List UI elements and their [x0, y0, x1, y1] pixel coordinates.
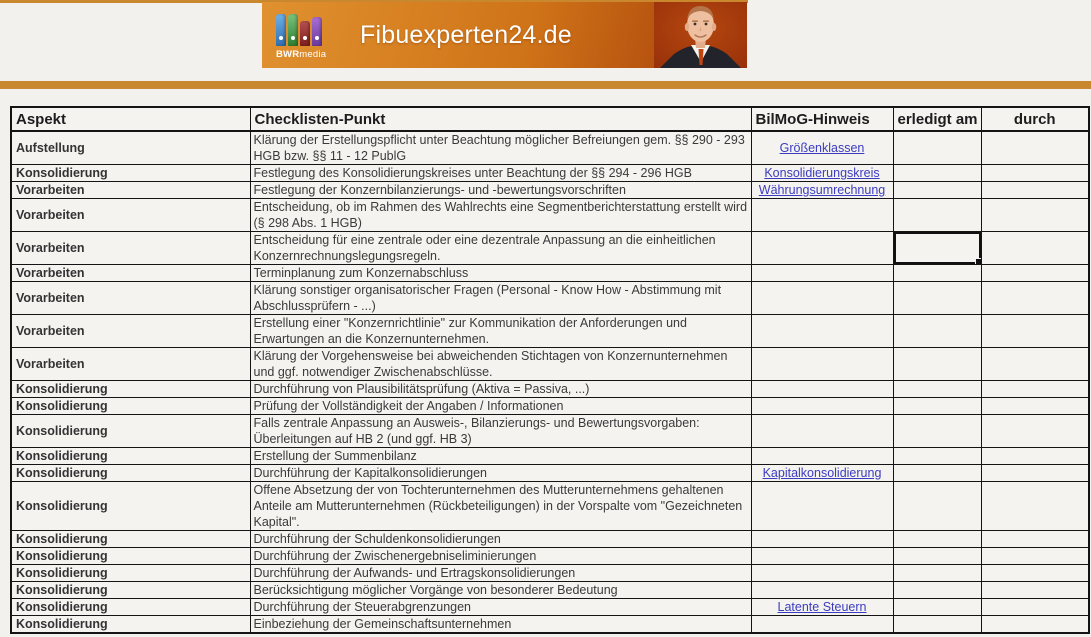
checklist-point-cell: Erstellung einer "Konzernrichtlinie" zur Kommunikation der Anforderungen und Erwartungen an die Konzernunternehmen.: [250, 315, 751, 348]
aspekt-cell: Konsolidierung: [11, 165, 250, 182]
bilmog-hint-cell: [751, 465, 893, 482]
erledigt-am-cell[interactable]: [893, 448, 981, 465]
checklist-point-cell: Durchführung der Zwischenergebniseliminierungen: [250, 548, 751, 565]
erledigt-am-cell[interactable]: [893, 465, 981, 482]
durch-cell[interactable]: [981, 381, 1089, 398]
checklist-point-cell: Klärung sonstiger organisatorischer Fragen (Personal - Know How - Abstimmung mit Abschlussprüfern - ...): [250, 282, 751, 315]
table-row: [11, 565, 1089, 582]
durch-cell[interactable]: [981, 548, 1089, 565]
table-row: [11, 282, 1089, 315]
checklist-point-cell: Prüfung der Vollständigkeit der Angaben / Informationen: [250, 398, 751, 415]
consultant-photo: [654, 2, 747, 68]
selected-cell-outline: [894, 232, 981, 264]
aspekt-cell: Vorarbeiten: [11, 232, 250, 265]
durch-cell[interactable]: [981, 599, 1089, 616]
bilmog-hint-cell: [751, 398, 893, 415]
header-row: [11, 107, 1089, 131]
checklist-point-cell: Durchführung der Schuldenkonsolidierungen: [250, 531, 751, 548]
site-banner: [262, 2, 747, 68]
table-row: [11, 348, 1089, 381]
checklist-table: [10, 106, 1090, 634]
bilmog-hint-cell: [751, 599, 893, 616]
checklist-point-cell: Durchführung von Plausibilitätsprüfung (Aktiva = Passiva, ...): [250, 381, 751, 398]
erledigt-am-cell[interactable]: [893, 131, 981, 165]
durch-cell[interactable]: [981, 165, 1089, 182]
durch-cell[interactable]: [981, 131, 1089, 165]
durch-cell[interactable]: [981, 232, 1089, 265]
durch-cell[interactable]: [981, 482, 1089, 531]
aspekt-cell: Vorarbeiten: [11, 315, 250, 348]
checklist-point-cell: Klärung der Vorgehensweise bei abweichenden Stichtagen von Konzernunternehmen und ggf. notwendiger Zwischenabschlüsse.: [250, 348, 751, 381]
bilmog-hint-cell: [751, 381, 893, 398]
bilmog-hint-cell: [751, 199, 893, 232]
col-header-erledigt-am: erledigt am: [893, 107, 981, 131]
bilmog-hint-cell: [751, 448, 893, 465]
table-row: [11, 199, 1089, 232]
erledigt-am-cell[interactable]: [893, 348, 981, 381]
bilmog-hint-cell: [751, 315, 893, 348]
table-row: [11, 465, 1089, 482]
table-row: [11, 548, 1089, 565]
checklist-point-cell: Durchführung der Kapitalkonsolidierungen: [250, 465, 751, 482]
erledigt-am-cell[interactable]: [893, 282, 981, 315]
table-row: [11, 315, 1089, 348]
bwr-media-logo: [276, 12, 356, 60]
durch-cell[interactable]: [981, 415, 1089, 448]
bilmog-hint-cell: [751, 548, 893, 565]
table-row: [11, 599, 1089, 616]
aspekt-cell: Vorarbeiten: [11, 182, 250, 199]
folder-purple-icon: [312, 17, 322, 46]
bilmog-hint-cell: [751, 482, 893, 531]
table-row: [11, 531, 1089, 548]
orange-divider-bar: [0, 81, 1091, 89]
erledigt-am-cell[interactable]: [893, 548, 981, 565]
checklist-body: [11, 131, 1089, 633]
aspekt-cell: Konsolidierung: [11, 381, 250, 398]
checklist-point-cell: Falls zentrale Anpassung an Ausweis-, Bilanzierungs- und Bewertungsvorgaben: Überleitungen auf HB 2 (und ggf. HB 3): [250, 415, 751, 448]
checklist-point-cell: Klärung der Erstellungspflicht unter Beachtung möglicher Befreiungen gem. §§ 290 - 293 HGB bzw. §§ 11 - 12 PublG: [250, 131, 751, 165]
folder-green-icon: [288, 14, 298, 46]
erledigt-am-cell[interactable]: [893, 482, 981, 531]
bilmog-hint-cell: [751, 232, 893, 265]
checklist-point-cell: Berücksichtigung möglicher Vorgänge von besonderer Bedeutung: [250, 582, 751, 599]
bwr-media-wordmark: BWRmedia: [276, 49, 327, 60]
bilmog-hint-cell: [751, 531, 893, 548]
table-row: [11, 265, 1089, 282]
table-row: [11, 131, 1089, 165]
durch-cell[interactable]: [981, 315, 1089, 348]
bilmog-hint-cell: [751, 282, 893, 315]
aspekt-cell: Konsolidierung: [11, 482, 250, 531]
logo-folders-icon: [276, 12, 356, 46]
aspekt-cell: Aufstellung: [11, 131, 250, 165]
checklist-point-cell: Offene Absetzung der von Tochterunternehmen des Mutterunternehmens gehaltenen Anteile am Mutterunternehmen (Rückbeteiligungen) in der Vorspalte vom "Gezeichneten Kapital".: [250, 482, 751, 531]
checklist-table-wrap: [10, 106, 1088, 634]
aspekt-cell: Konsolidierung: [11, 582, 250, 599]
durch-cell[interactable]: [981, 531, 1089, 548]
checklist-point-cell: Durchführung der Aufwands- und Ertragskonsolidierungen: [250, 565, 751, 582]
bilmog-hint-link[interactable]: Größenklassen: [779, 141, 865, 155]
table-row: [11, 381, 1089, 398]
erledigt-am-cell[interactable]: [893, 165, 981, 182]
col-header-checklisten-punkt: Checklisten-Punkt: [250, 107, 751, 131]
bilmog-hint-cell: [751, 348, 893, 381]
checklist-point-cell: Einbeziehung der Gemeinschaftsunternehmen: [250, 616, 751, 634]
bilmog-hint-cell: [751, 182, 893, 199]
aspekt-cell: Konsolidierung: [11, 599, 250, 616]
col-header-bilmog-hinweis: BilMoG-Hinweis: [751, 107, 893, 131]
table-row: [11, 232, 1089, 265]
table-row: [11, 415, 1089, 448]
bilmog-hint-cell: [751, 265, 893, 282]
durch-cell[interactable]: [981, 182, 1089, 199]
erledigt-am-cell[interactable]: [893, 531, 981, 548]
table-row: [11, 616, 1089, 634]
table-row: [11, 448, 1089, 465]
bilmog-hint-cell: [751, 582, 893, 599]
durch-cell[interactable]: [981, 465, 1089, 482]
aspekt-cell: Konsolidierung: [11, 531, 250, 548]
durch-cell[interactable]: [981, 448, 1089, 465]
table-row: [11, 182, 1089, 199]
aspekt-cell: Konsolidierung: [11, 565, 250, 582]
folder-blue-icon: [276, 14, 286, 46]
erledigt-am-cell[interactable]: [893, 381, 981, 398]
folder-red-icon: [300, 21, 310, 46]
erledigt-am-cell[interactable]: [893, 315, 981, 348]
table-row: [11, 398, 1089, 415]
durch-cell[interactable]: [981, 565, 1089, 582]
bilmog-hint-link[interactable]: Währungsumrechnung: [758, 183, 886, 197]
erledigt-am-cell[interactable]: [893, 182, 981, 199]
aspekt-cell: Konsolidierung: [11, 616, 250, 634]
erledigt-am-cell[interactable]: [893, 199, 981, 232]
erledigt-am-cell[interactable]: [893, 265, 981, 282]
erledigt-am-cell[interactable]: [893, 599, 981, 616]
durch-cell[interactable]: [981, 348, 1089, 381]
bilmog-hint-cell: [751, 165, 893, 182]
bilmog-hint-cell: [751, 616, 893, 634]
bilmog-hint-cell: [751, 415, 893, 448]
checklist-point-cell: Entscheidung für eine zentrale oder eine dezentrale Anpassung an die einheitlichen Konzernrechnungslegungsregeln.: [250, 232, 751, 265]
table-row: [11, 165, 1089, 182]
bilmog-hint-link[interactable]: Kapitalkonsolidierung: [762, 466, 882, 480]
aspekt-cell: Konsolidierung: [11, 548, 250, 565]
aspekt-cell: Konsolidierung: [11, 448, 250, 465]
erledigt-am-cell[interactable]: [893, 415, 981, 448]
durch-cell[interactable]: [981, 199, 1089, 232]
checklist-point-cell: Festlegung des Konsolidierungskreises unter Beachtung der §§ 294 - 296 HGB: [250, 165, 751, 182]
erledigt-am-cell[interactable]: [893, 398, 981, 415]
aspekt-cell: Vorarbeiten: [11, 265, 250, 282]
checklist-point-cell: Entscheidung, ob im Rahmen des Wahlrechts eine Segmentberichterstattung erstellt wird (§ 298 Abs. 1 HGB): [250, 199, 751, 232]
table-row: [11, 582, 1089, 599]
durch-cell[interactable]: [981, 616, 1089, 634]
site-title: Fibuexperten24.de: [360, 21, 572, 49]
erledigt-am-cell[interactable]: [893, 616, 981, 634]
aspekt-cell: Konsolidierung: [11, 465, 250, 482]
durch-cell[interactable]: [981, 582, 1089, 599]
erledigt-am-cell[interactable]: [893, 582, 981, 599]
bilmog-hint-cell: [751, 565, 893, 582]
durch-cell[interactable]: [981, 265, 1089, 282]
aspekt-cell: Konsolidierung: [11, 415, 250, 448]
col-header-aspekt: Aspekt: [11, 107, 250, 131]
durch-cell[interactable]: [981, 282, 1089, 315]
durch-cell[interactable]: [981, 398, 1089, 415]
aspekt-cell: Vorarbeiten: [11, 348, 250, 381]
checklist-point-cell: Erstellung der Summenbilanz: [250, 448, 751, 465]
bilmog-hint-link[interactable]: Latente Steuern: [777, 600, 867, 614]
checklist-point-cell: Terminplanung zum Konzernabschluss: [250, 265, 751, 282]
aspekt-cell: Vorarbeiten: [11, 199, 250, 232]
erledigt-am-cell[interactable]: [893, 565, 981, 582]
table-row: [11, 482, 1089, 531]
bilmog-hint-cell: [751, 131, 893, 165]
col-header-durch: durch: [981, 107, 1089, 131]
checklist-point-cell: Durchführung der Steuerabgrenzungen: [250, 599, 751, 616]
erledigt-am-cell[interactable]: [893, 232, 981, 265]
checklist-point-cell: Festlegung der Konzernbilanzierungs- und -bewertungsvorschriften: [250, 182, 751, 199]
bilmog-hint-link[interactable]: Konsolidierungskreis: [764, 166, 880, 180]
aspekt-cell: Konsolidierung: [11, 398, 250, 415]
aspekt-cell: Vorarbeiten: [11, 282, 250, 315]
